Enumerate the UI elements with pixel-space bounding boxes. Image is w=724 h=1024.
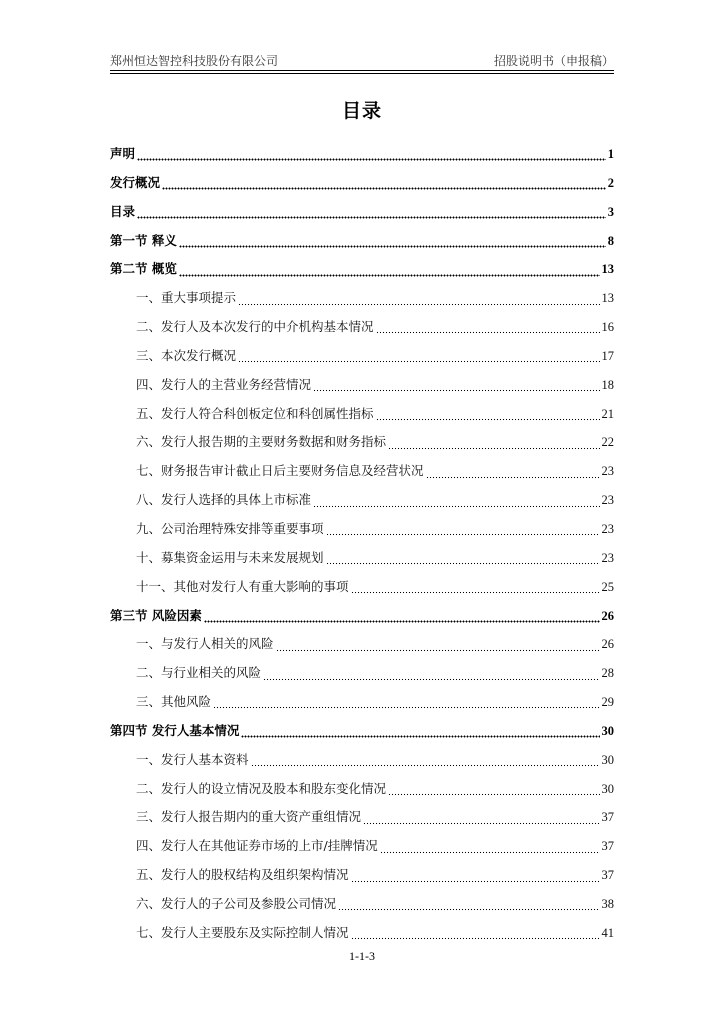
toc-entry-page: 8 [607, 233, 614, 248]
toc-subsection-entry[interactable] [110, 428, 614, 457]
toc-entry-title: 十、募集资金运用与未来发展规划 [136, 549, 324, 565]
page-header [110, 50, 614, 70]
toc-entry-page: 13 [601, 291, 614, 306]
toc-entry-title: 第一节 释义 [110, 232, 177, 248]
toc-entry-page: 26 [601, 608, 614, 623]
toc-entry-page: 26 [601, 637, 614, 652]
toc-dot-leader [376, 413, 600, 421]
toc-dot-leader [338, 903, 599, 911]
toc-entry-title: 六、发行人报告期的主要财务数据和财务指标 [136, 434, 387, 450]
toc-entry-title: 第二节 概览 [110, 261, 177, 277]
toc-dot-leader [351, 586, 600, 594]
toc-entry-page: 17 [601, 348, 614, 363]
toc-entry-page: 23 [601, 521, 614, 536]
toc-entry-title: 声明 [110, 146, 136, 161]
toc-subsection-entry[interactable] [110, 861, 614, 890]
toc-subsection-entry[interactable] [110, 573, 614, 602]
toc-dot-leader [179, 240, 606, 248]
toc-entry-page: 30 [601, 781, 614, 796]
toc-entry-title: 五、发行人符合科创板定位和科创属性指标 [136, 405, 374, 421]
toc-entry-page: 25 [601, 579, 614, 594]
toc-subsection-entry[interactable] [110, 313, 614, 342]
toc-entry-page: 13 [601, 262, 614, 277]
header-document-type: 招股说明书（申报稿） [493, 54, 614, 68]
toc-entry-title: 四、发行人在其他证券市场的上市/挂牌情况 [136, 838, 378, 854]
toc-section-entry[interactable] [110, 255, 614, 284]
toc-entry-page: 23 [601, 464, 614, 479]
toc-entry-page: 23 [601, 493, 614, 508]
toc-dot-leader [313, 500, 599, 508]
toc-subsection-entry[interactable] [110, 284, 614, 313]
toc-subsection-entry[interactable] [110, 457, 614, 486]
header-divider [110, 70, 614, 74]
toc-entry-title: 三、本次发行概况 [136, 347, 237, 363]
toc-dot-leader [251, 759, 600, 767]
page-title: 目录 [341, 100, 382, 122]
toc-entry-title: 七、发行人主要股东及实际控制人情况 [136, 924, 349, 940]
toc-subsection-entry[interactable] [110, 775, 614, 804]
toc-subsection-entry[interactable] [110, 342, 614, 371]
toc-entry-page: 28 [601, 666, 614, 681]
toc-entry-page: 41 [601, 925, 614, 940]
toc-entry-title: 八、发行人选择的具体上市标准 [136, 492, 312, 508]
toc-entry-page: 1 [607, 147, 614, 161]
toc-subsection-entry[interactable] [110, 832, 614, 861]
toc-section-entry[interactable] [110, 227, 614, 256]
toc-entry-title: 目录 [110, 203, 136, 219]
toc-subsection-entry[interactable] [110, 746, 614, 775]
toc-entry-title: 九、公司治理特殊安排等重要事项 [136, 520, 324, 536]
toc-entry-title: 一、发行人基本资料 [136, 751, 249, 767]
toc-subsection-entry[interactable] [110, 486, 614, 515]
toc-entry-page: 23 [601, 550, 614, 565]
toc-entry-title: 发行概况 [110, 174, 161, 190]
toc-entry-page: 16 [601, 320, 614, 335]
toc-entry-title: 十一、其他对发行人有重大影响的事项 [136, 578, 349, 594]
toc-dot-leader [179, 269, 600, 277]
toc-subsection-entry[interactable] [110, 544, 614, 573]
toc-entry-page: 22 [601, 435, 614, 450]
toc-entry-page: 3 [607, 204, 614, 219]
toc-dot-leader [326, 557, 600, 565]
toc-section-entry[interactable] [110, 198, 614, 227]
toc-subsection-entry[interactable] [110, 803, 614, 832]
toc-subsection-entry[interactable] [110, 688, 614, 717]
toc-entry-title: 二、发行人的设立情况及股本和股东变化情况 [136, 780, 387, 796]
toc-subsection-entry[interactable] [110, 659, 614, 688]
toc-dot-leader [137, 211, 606, 219]
toc-entry-title: 四、发行人的主营业务经营情况 [136, 376, 312, 392]
toc-dot-leader [204, 615, 600, 623]
toc-dot-leader [326, 528, 600, 536]
toc-dot-leader [363, 817, 599, 825]
toc-subsection-entry[interactable] [110, 630, 614, 659]
toc-dot-leader [351, 875, 600, 883]
toc-subsection-entry[interactable] [110, 919, 614, 948]
toc-section-entry[interactable] [110, 602, 614, 631]
toc-subsection-entry[interactable] [110, 515, 614, 544]
toc-entry-title: 三、发行人报告期内的重大资产重组情况 [136, 809, 362, 825]
toc-entry-page: 21 [601, 406, 614, 421]
toc-section-entry[interactable] [110, 169, 614, 198]
toc-dot-leader [380, 846, 600, 854]
toc-entry-page: 30 [601, 723, 614, 738]
toc-entry-title: 第四节 发行人基本情况 [110, 722, 240, 738]
toc-entry-page: 37 [601, 839, 614, 854]
toc-dot-leader [162, 182, 606, 190]
toc-subsection-entry[interactable] [110, 890, 614, 919]
toc-entry-title: 一、与发行人相关的风险 [136, 636, 274, 652]
toc-entry-title: 三、其他风险 [136, 694, 212, 710]
toc-subsection-entry[interactable] [110, 371, 614, 400]
toc-entry-page: 2 [607, 175, 614, 190]
toc-dot-leader [388, 442, 599, 450]
table-of-contents [110, 140, 614, 948]
toc-dot-leader [241, 730, 599, 738]
toc-entry-page: 37 [601, 810, 614, 825]
page-number: 1-1-3 [349, 949, 375, 963]
toc-entry-title: 六、发行人的子公司及参股公司情况 [136, 895, 337, 911]
toc-dot-leader [426, 471, 600, 479]
toc-dot-leader [213, 701, 599, 709]
toc-entry-title: 一、重大事项提示 [136, 290, 237, 306]
toc-entry-page: 38 [601, 896, 614, 911]
header-company-name: 郑州恒达智控科技股份有限公司 [110, 54, 279, 68]
toc-section-entry[interactable] [110, 717, 614, 746]
toc-dot-leader [276, 644, 600, 652]
toc-dot-leader [388, 788, 599, 796]
toc-dot-leader [238, 355, 599, 363]
toc-dot-leader [376, 326, 600, 334]
toc-entry-page: 37 [601, 868, 614, 883]
toc-entry-title: 二、与行业相关的风险 [136, 665, 262, 681]
toc-entry-title: 七、财务报告审计截止日后主要财务信息及经营状况 [136, 463, 424, 479]
toc-dot-leader [263, 673, 599, 681]
toc-entry-title: 二、发行人及本次发行的中介机构基本情况 [136, 319, 374, 335]
toc-entry-title: 五、发行人的股权结构及组织架构情况 [136, 867, 349, 883]
toc-entry-page: 29 [601, 695, 614, 710]
toc-dot-leader [137, 153, 606, 161]
toc-dot-leader [313, 384, 599, 392]
toc-subsection-entry[interactable] [110, 400, 614, 429]
toc-entry-page: 30 [601, 752, 614, 767]
toc-entry-page: 18 [601, 377, 614, 392]
toc-section-entry[interactable] [110, 140, 614, 169]
toc-dot-leader [351, 932, 600, 940]
toc-entry-title: 第三节 风险因素 [110, 607, 202, 623]
toc-dot-leader [238, 298, 599, 306]
